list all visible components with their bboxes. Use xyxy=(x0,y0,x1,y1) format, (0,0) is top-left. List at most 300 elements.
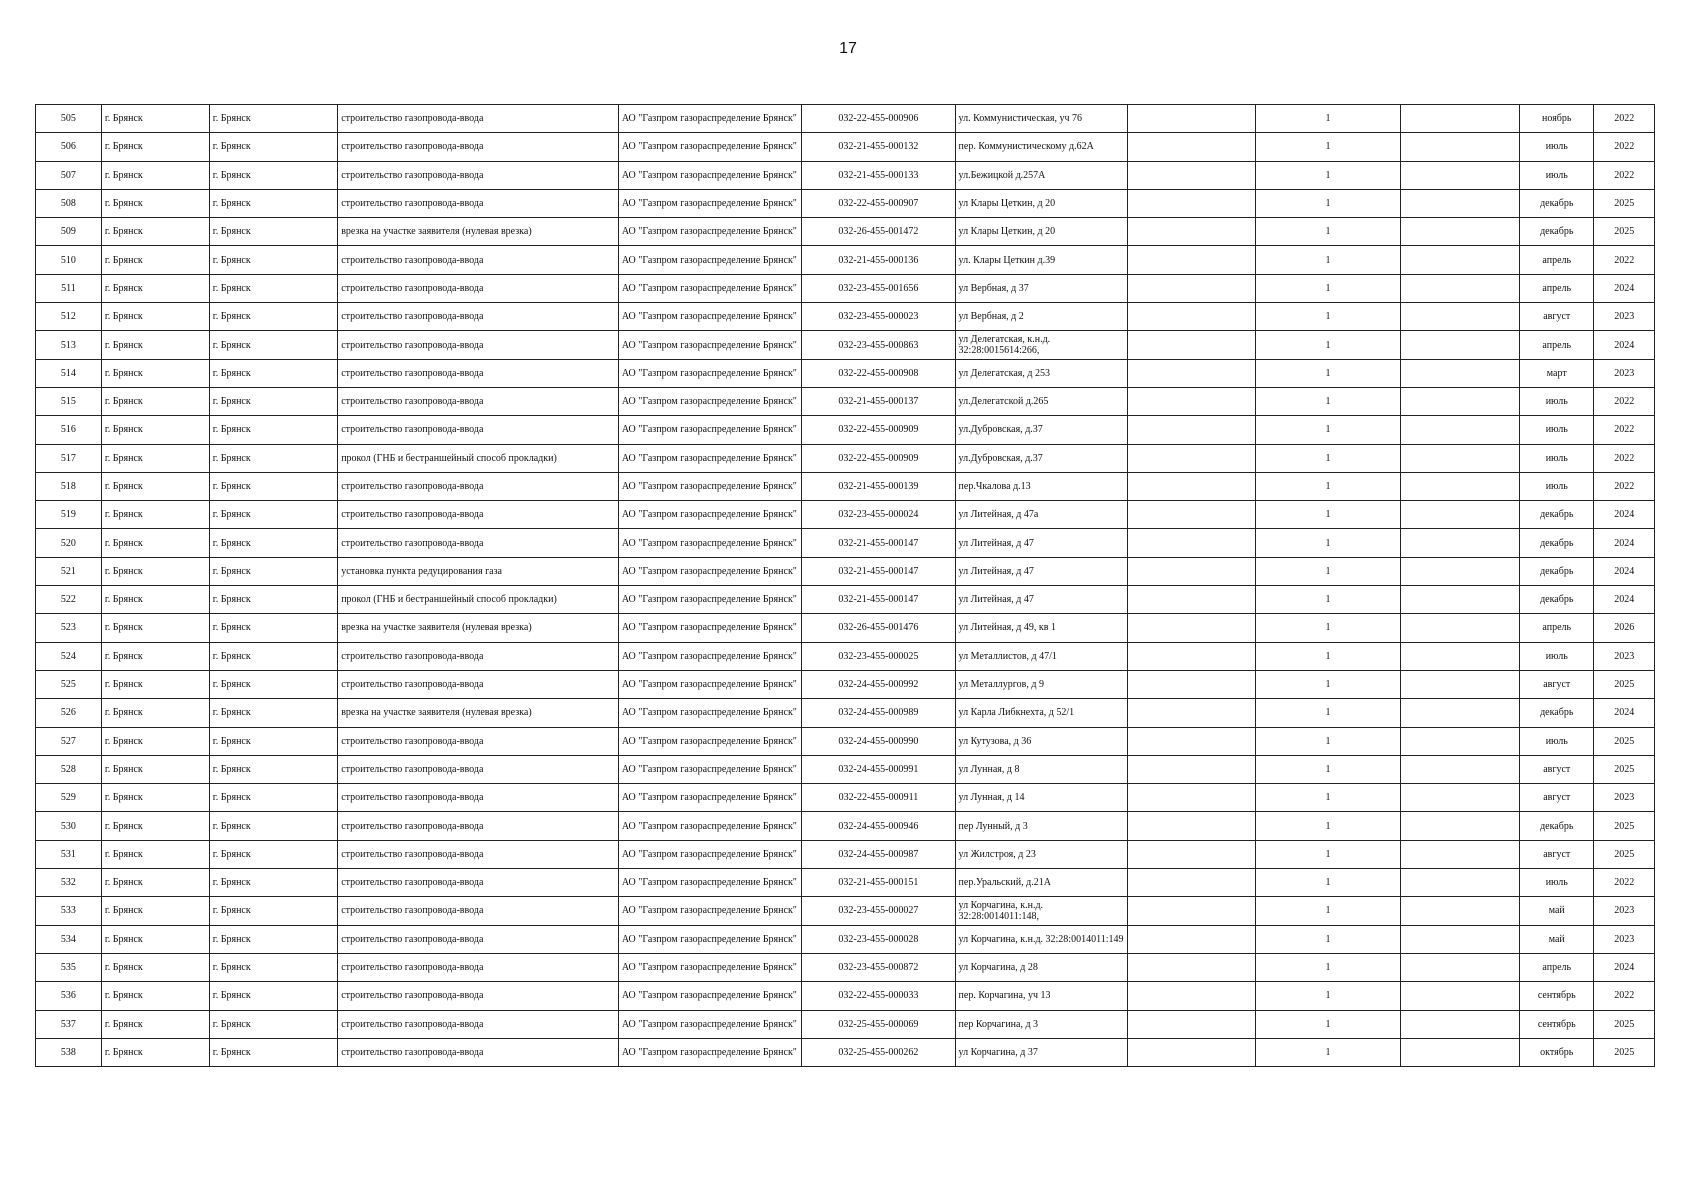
cell-municipality: г. Брянск xyxy=(101,586,209,614)
cell-quantity: 1 xyxy=(1255,472,1401,500)
cell-year: 2023 xyxy=(1594,784,1655,812)
cell-empty-col-2 xyxy=(1401,840,1520,868)
cell-address: ул Карла Либкнехта, д 52/1 xyxy=(955,699,1128,727)
cell-locality: г. Брянск xyxy=(209,982,337,1010)
cell-municipality: г. Брянск xyxy=(101,699,209,727)
cell-empty-col xyxy=(1128,670,1255,698)
cell-month: декабрь xyxy=(1520,501,1594,529)
cell-empty-col-2 xyxy=(1401,953,1520,981)
cell-municipality: г. Брянск xyxy=(101,925,209,953)
table-row xyxy=(36,755,1655,783)
cell-quantity: 1 xyxy=(1255,444,1401,472)
cell-quantity: 1 xyxy=(1255,614,1401,642)
cell-locality: г. Брянск xyxy=(209,755,337,783)
cell-quantity: 1 xyxy=(1255,925,1401,953)
cell-work-type: строительство газопровода-ввода xyxy=(338,812,619,840)
cell-application-number: 032-23-455-000863 xyxy=(802,331,955,359)
cell-quantity: 1 xyxy=(1255,557,1401,585)
cell-municipality: г. Брянск xyxy=(101,755,209,783)
cell-municipality: г. Брянск xyxy=(101,501,209,529)
cell-address: пер.Чкалова д.13 xyxy=(955,472,1128,500)
table-row xyxy=(36,642,1655,670)
cell-municipality: г. Брянск xyxy=(101,784,209,812)
cell-row-number: 538 xyxy=(36,1038,102,1066)
cell-organization: АО "Газпром газораспределение Брянск" xyxy=(618,614,801,642)
cell-empty-col xyxy=(1128,246,1255,274)
cell-month: апрель xyxy=(1520,274,1594,302)
cell-locality: г. Брянск xyxy=(209,387,337,415)
cell-quantity: 1 xyxy=(1255,897,1401,925)
cell-empty-col-2 xyxy=(1401,105,1520,133)
cell-organization: АО "Газпром газораспределение Брянск" xyxy=(618,387,801,415)
cell-application-number: 032-21-455-000133 xyxy=(802,161,955,189)
cell-empty-col-2 xyxy=(1401,925,1520,953)
cell-municipality: г. Брянск xyxy=(101,529,209,557)
cell-locality: г. Брянск xyxy=(209,784,337,812)
cell-application-number: 032-25-455-000069 xyxy=(802,1010,955,1038)
cell-organization: АО "Газпром газораспределение Брянск" xyxy=(618,840,801,868)
cell-year: 2025 xyxy=(1594,840,1655,868)
cell-application-number: 032-22-455-000906 xyxy=(802,105,955,133)
cell-organization: АО "Газпром газораспределение Брянск" xyxy=(618,501,801,529)
cell-work-type: строительство газопровода-ввода xyxy=(338,161,619,189)
cell-month: апрель xyxy=(1520,331,1594,359)
cell-locality: г. Брянск xyxy=(209,727,337,755)
cell-empty-col-2 xyxy=(1401,274,1520,302)
cell-municipality: г. Брянск xyxy=(101,246,209,274)
cell-locality: г. Брянск xyxy=(209,699,337,727)
cell-year: 2022 xyxy=(1594,133,1655,161)
cell-work-type: строительство газопровода-ввода xyxy=(338,303,619,331)
cell-work-type: строительство газопровода-ввода xyxy=(338,953,619,981)
cell-empty-col xyxy=(1128,105,1255,133)
cell-municipality: г. Брянск xyxy=(101,953,209,981)
cell-locality: г. Брянск xyxy=(209,953,337,981)
cell-address: пер. Корчагина, уч 13 xyxy=(955,982,1128,1010)
cell-year: 2022 xyxy=(1594,161,1655,189)
cell-municipality: г. Брянск xyxy=(101,614,209,642)
cell-work-type: прокол (ГНБ и бестраншейный способ прокладки) xyxy=(338,586,619,614)
cell-quantity: 1 xyxy=(1255,869,1401,897)
table-row xyxy=(36,218,1655,246)
cell-row-number: 522 xyxy=(36,586,102,614)
cell-month: сентябрь xyxy=(1520,982,1594,1010)
cell-locality: г. Брянск xyxy=(209,472,337,500)
cell-locality: г. Брянск xyxy=(209,246,337,274)
cell-empty-col-2 xyxy=(1401,557,1520,585)
cell-work-type: врезка на участке заявителя (нулевая врезка) xyxy=(338,614,619,642)
cell-work-type: врезка на участке заявителя (нулевая врезка) xyxy=(338,218,619,246)
table-row xyxy=(36,982,1655,1010)
cell-year: 2025 xyxy=(1594,755,1655,783)
cell-quantity: 1 xyxy=(1255,161,1401,189)
cell-address: ул Литейная, д 47 xyxy=(955,557,1128,585)
table-row xyxy=(36,557,1655,585)
cell-quantity: 1 xyxy=(1255,416,1401,444)
cell-row-number: 537 xyxy=(36,1010,102,1038)
cell-empty-col-2 xyxy=(1401,755,1520,783)
cell-empty-col xyxy=(1128,501,1255,529)
cell-locality: г. Брянск xyxy=(209,670,337,698)
cell-quantity: 1 xyxy=(1255,727,1401,755)
cell-organization: АО "Газпром газораспределение Брянск" xyxy=(618,529,801,557)
table-row xyxy=(36,331,1655,359)
cell-quantity: 1 xyxy=(1255,670,1401,698)
cell-municipality: г. Брянск xyxy=(101,303,209,331)
cell-quantity: 1 xyxy=(1255,501,1401,529)
cell-quantity: 1 xyxy=(1255,1010,1401,1038)
cell-empty-col xyxy=(1128,897,1255,925)
cell-organization: АО "Газпром газораспределение Брянск" xyxy=(618,1038,801,1066)
cell-municipality: г. Брянск xyxy=(101,1010,209,1038)
cell-work-type: строительство газопровода-ввода xyxy=(338,529,619,557)
cell-locality: г. Брянск xyxy=(209,642,337,670)
cell-row-number: 506 xyxy=(36,133,102,161)
cell-row-number: 515 xyxy=(36,387,102,415)
cell-month: апрель xyxy=(1520,246,1594,274)
cell-quantity: 1 xyxy=(1255,699,1401,727)
cell-application-number: 032-26-455-001476 xyxy=(802,614,955,642)
cell-address: ул Литейная, д 47 xyxy=(955,529,1128,557)
table-row xyxy=(36,387,1655,415)
cell-application-number: 032-21-455-000137 xyxy=(802,387,955,415)
cell-municipality: г. Брянск xyxy=(101,727,209,755)
cell-row-number: 525 xyxy=(36,670,102,698)
cell-empty-col xyxy=(1128,727,1255,755)
cell-application-number: 032-24-455-000992 xyxy=(802,670,955,698)
cell-row-number: 521 xyxy=(36,557,102,585)
cell-row-number: 509 xyxy=(36,218,102,246)
cell-empty-col-2 xyxy=(1401,303,1520,331)
cell-quantity: 1 xyxy=(1255,105,1401,133)
cell-empty-col xyxy=(1128,359,1255,387)
cell-row-number: 516 xyxy=(36,416,102,444)
cell-address: ул Корчагина, д 28 xyxy=(955,953,1128,981)
cell-empty-col xyxy=(1128,953,1255,981)
cell-empty-col xyxy=(1128,472,1255,500)
cell-municipality: г. Брянск xyxy=(101,897,209,925)
cell-month: июль xyxy=(1520,133,1594,161)
cell-organization: АО "Газпром газораспределение Брянск" xyxy=(618,274,801,302)
cell-year: 2024 xyxy=(1594,331,1655,359)
cell-row-number: 536 xyxy=(36,982,102,1010)
cell-year: 2022 xyxy=(1594,387,1655,415)
cell-organization: АО "Газпром газораспределение Брянск" xyxy=(618,331,801,359)
cell-year: 2023 xyxy=(1594,359,1655,387)
cell-address: ул Делегатская, д 253 xyxy=(955,359,1128,387)
cell-organization: АО "Газпром газораспределение Брянск" xyxy=(618,812,801,840)
cell-empty-col xyxy=(1128,161,1255,189)
cell-locality: г. Брянск xyxy=(209,812,337,840)
cell-work-type: строительство газопровода-ввода xyxy=(338,727,619,755)
cell-municipality: г. Брянск xyxy=(101,416,209,444)
cell-quantity: 1 xyxy=(1255,755,1401,783)
cell-row-number: 534 xyxy=(36,925,102,953)
cell-application-number: 032-26-455-001472 xyxy=(802,218,955,246)
cell-empty-col-2 xyxy=(1401,246,1520,274)
table-row xyxy=(36,953,1655,981)
cell-address: ул.Дубровская, д.37 xyxy=(955,416,1128,444)
cell-organization: АО "Газпром газораспределение Брянск" xyxy=(618,755,801,783)
cell-year: 2024 xyxy=(1594,501,1655,529)
cell-municipality: г. Брянск xyxy=(101,812,209,840)
table-row xyxy=(36,784,1655,812)
cell-organization: АО "Газпром газораспределение Брянск" xyxy=(618,727,801,755)
cell-work-type: строительство газопровода-ввода xyxy=(338,331,619,359)
cell-address: ул Клары Цеткин, д 20 xyxy=(955,189,1128,217)
cell-organization: АО "Газпром газораспределение Брянск" xyxy=(618,161,801,189)
cell-work-type: строительство газопровода-ввода xyxy=(338,274,619,302)
cell-locality: г. Брянск xyxy=(209,359,337,387)
cell-empty-col-2 xyxy=(1401,699,1520,727)
cell-work-type: строительство газопровода-ввода xyxy=(338,501,619,529)
cell-locality: г. Брянск xyxy=(209,303,337,331)
cell-address: ул Лунная, д 8 xyxy=(955,755,1128,783)
cell-work-type: строительство газопровода-ввода xyxy=(338,1010,619,1038)
cell-empty-col-2 xyxy=(1401,133,1520,161)
cell-application-number: 032-24-455-000989 xyxy=(802,699,955,727)
cell-empty-col xyxy=(1128,1038,1255,1066)
cell-application-number: 032-23-455-000024 xyxy=(802,501,955,529)
table-row xyxy=(36,869,1655,897)
cell-address: пер.Уральский, д.21А xyxy=(955,869,1128,897)
cell-organization: АО "Газпром газораспределение Брянск" xyxy=(618,925,801,953)
cell-empty-col-2 xyxy=(1401,897,1520,925)
cell-organization: АО "Газпром газораспределение Брянск" xyxy=(618,784,801,812)
table-row xyxy=(36,416,1655,444)
cell-year: 2025 xyxy=(1594,189,1655,217)
table-row xyxy=(36,472,1655,500)
cell-locality: г. Брянск xyxy=(209,189,337,217)
cell-application-number: 032-23-455-000027 xyxy=(802,897,955,925)
cell-address: ул Клары Цеткин, д 20 xyxy=(955,218,1128,246)
table-row xyxy=(36,840,1655,868)
cell-municipality: г. Брянск xyxy=(101,444,209,472)
cell-month: декабрь xyxy=(1520,557,1594,585)
cell-work-type: строительство газопровода-ввода xyxy=(338,416,619,444)
cell-municipality: г. Брянск xyxy=(101,472,209,500)
cell-empty-col-2 xyxy=(1401,869,1520,897)
cell-row-number: 528 xyxy=(36,755,102,783)
cell-municipality: г. Брянск xyxy=(101,105,209,133)
cell-application-number: 032-23-455-000025 xyxy=(802,642,955,670)
table-row xyxy=(36,1038,1655,1066)
cell-address: ул Жилстроя, д 23 xyxy=(955,840,1128,868)
cell-quantity: 1 xyxy=(1255,133,1401,161)
cell-work-type: врезка на участке заявителя (нулевая врезка) xyxy=(338,699,619,727)
cell-quantity: 1 xyxy=(1255,642,1401,670)
cell-year: 2022 xyxy=(1594,246,1655,274)
cell-address: ул.Бежицкой д.257А xyxy=(955,161,1128,189)
cell-municipality: г. Брянск xyxy=(101,189,209,217)
cell-locality: г. Брянск xyxy=(209,869,337,897)
cell-year: 2025 xyxy=(1594,670,1655,698)
cell-year: 2023 xyxy=(1594,303,1655,331)
cell-empty-col-2 xyxy=(1401,501,1520,529)
cell-organization: АО "Газпром газораспределение Брянск" xyxy=(618,699,801,727)
cell-address: ул Металлистов, д 47/1 xyxy=(955,642,1128,670)
cell-empty-col-2 xyxy=(1401,387,1520,415)
cell-organization: АО "Газпром газораспределение Брянск" xyxy=(618,133,801,161)
cell-application-number: 032-21-455-000147 xyxy=(802,586,955,614)
cell-month: июль xyxy=(1520,869,1594,897)
cell-address: пер Лунный, д 3 xyxy=(955,812,1128,840)
cell-work-type: строительство газопровода-ввода xyxy=(338,105,619,133)
table-row xyxy=(36,501,1655,529)
cell-locality: г. Брянск xyxy=(209,925,337,953)
cell-empty-col-2 xyxy=(1401,218,1520,246)
cell-locality: г. Брянск xyxy=(209,105,337,133)
cell-quantity: 1 xyxy=(1255,953,1401,981)
table-row xyxy=(36,444,1655,472)
gas-connection-table xyxy=(35,104,1655,1067)
cell-empty-col xyxy=(1128,784,1255,812)
cell-locality: г. Брянск xyxy=(209,218,337,246)
cell-quantity: 1 xyxy=(1255,529,1401,557)
cell-municipality: г. Брянск xyxy=(101,133,209,161)
cell-address: ул Кутузова, д 36 xyxy=(955,727,1128,755)
cell-empty-col xyxy=(1128,133,1255,161)
cell-organization: АО "Газпром газораспределение Брянск" xyxy=(618,586,801,614)
cell-month: июль xyxy=(1520,642,1594,670)
cell-quantity: 1 xyxy=(1255,982,1401,1010)
cell-quantity: 1 xyxy=(1255,246,1401,274)
cell-year: 2023 xyxy=(1594,897,1655,925)
cell-row-number: 524 xyxy=(36,642,102,670)
cell-year: 2025 xyxy=(1594,812,1655,840)
cell-organization: АО "Газпром газораспределение Брянск" xyxy=(618,303,801,331)
cell-year: 2025 xyxy=(1594,727,1655,755)
cell-work-type: строительство газопровода-ввода xyxy=(338,189,619,217)
cell-year: 2025 xyxy=(1594,1010,1655,1038)
cell-empty-col-2 xyxy=(1401,982,1520,1010)
cell-empty-col-2 xyxy=(1401,784,1520,812)
cell-address: ул Литейная, д 47а xyxy=(955,501,1128,529)
cell-work-type: строительство газопровода-ввода xyxy=(338,840,619,868)
cell-empty-col xyxy=(1128,614,1255,642)
cell-organization: АО "Газпром газораспределение Брянск" xyxy=(618,897,801,925)
cell-work-type: строительство газопровода-ввода xyxy=(338,642,619,670)
cell-organization: АО "Газпром газораспределение Брянск" xyxy=(618,472,801,500)
cell-empty-col-2 xyxy=(1401,670,1520,698)
cell-year: 2022 xyxy=(1594,416,1655,444)
cell-empty-col xyxy=(1128,274,1255,302)
cell-empty-col xyxy=(1128,557,1255,585)
cell-empty-col-2 xyxy=(1401,586,1520,614)
cell-empty-col xyxy=(1128,303,1255,331)
cell-year: 2024 xyxy=(1594,529,1655,557)
cell-locality: г. Брянск xyxy=(209,1038,337,1066)
cell-municipality: г. Брянск xyxy=(101,387,209,415)
cell-locality: г. Брянск xyxy=(209,1010,337,1038)
cell-empty-col-2 xyxy=(1401,189,1520,217)
cell-year: 2025 xyxy=(1594,1038,1655,1066)
cell-empty-col-2 xyxy=(1401,472,1520,500)
cell-organization: АО "Газпром газораспределение Брянск" xyxy=(618,953,801,981)
cell-row-number: 507 xyxy=(36,161,102,189)
table-row xyxy=(36,529,1655,557)
cell-locality: г. Брянск xyxy=(209,501,337,529)
cell-locality: г. Брянск xyxy=(209,614,337,642)
cell-month: май xyxy=(1520,925,1594,953)
table-body xyxy=(36,105,1655,1067)
cell-month: май xyxy=(1520,897,1594,925)
cell-address: ул.Дубровская, д.37 xyxy=(955,444,1128,472)
cell-empty-col xyxy=(1128,925,1255,953)
cell-empty-col xyxy=(1128,189,1255,217)
cell-organization: АО "Газпром газораспределение Брянск" xyxy=(618,670,801,698)
cell-application-number: 032-23-455-000028 xyxy=(802,925,955,953)
table-row xyxy=(36,303,1655,331)
cell-application-number: 032-21-455-000139 xyxy=(802,472,955,500)
cell-locality: г. Брянск xyxy=(209,529,337,557)
cell-row-number: 511 xyxy=(36,274,102,302)
table-row xyxy=(36,359,1655,387)
cell-row-number: 523 xyxy=(36,614,102,642)
cell-empty-col xyxy=(1128,982,1255,1010)
table-row xyxy=(36,161,1655,189)
cell-work-type: строительство газопровода-ввода xyxy=(338,1038,619,1066)
cell-empty-col-2 xyxy=(1401,812,1520,840)
cell-month: август xyxy=(1520,755,1594,783)
cell-year: 2026 xyxy=(1594,614,1655,642)
cell-application-number: 032-22-455-000033 xyxy=(802,982,955,1010)
cell-row-number: 526 xyxy=(36,699,102,727)
cell-quantity: 1 xyxy=(1255,359,1401,387)
cell-row-number: 529 xyxy=(36,784,102,812)
cell-row-number: 518 xyxy=(36,472,102,500)
table-row xyxy=(36,274,1655,302)
cell-month: июль xyxy=(1520,161,1594,189)
cell-empty-col-2 xyxy=(1401,727,1520,755)
cell-empty-col-2 xyxy=(1401,529,1520,557)
cell-row-number: 512 xyxy=(36,303,102,331)
cell-empty-col xyxy=(1128,529,1255,557)
cell-address: ул Делегатская, к.н.д. 32:28:0015614:266, xyxy=(955,331,1128,359)
cell-address: ул Корчагина, к.н.д. 32:28:0014011:148, xyxy=(955,897,1128,925)
cell-work-type: строительство газопровода-ввода xyxy=(338,982,619,1010)
cell-organization: АО "Газпром газораспределение Брянск" xyxy=(618,359,801,387)
cell-locality: г. Брянск xyxy=(209,331,337,359)
cell-row-number: 530 xyxy=(36,812,102,840)
cell-work-type: строительство газопровода-ввода xyxy=(338,755,619,783)
cell-application-number: 032-22-455-000909 xyxy=(802,416,955,444)
cell-municipality: г. Брянск xyxy=(101,1038,209,1066)
cell-application-number: 032-23-455-001656 xyxy=(802,274,955,302)
cell-locality: г. Брянск xyxy=(209,444,337,472)
cell-address: ул Металлургов, д 9 xyxy=(955,670,1128,698)
cell-address: ул Литейная, д 47 xyxy=(955,586,1128,614)
cell-application-number: 032-21-455-000151 xyxy=(802,869,955,897)
table-row xyxy=(36,246,1655,274)
cell-municipality: г. Брянск xyxy=(101,331,209,359)
cell-locality: г. Брянск xyxy=(209,274,337,302)
cell-empty-col xyxy=(1128,416,1255,444)
cell-empty-col-2 xyxy=(1401,331,1520,359)
page-number: 17 xyxy=(839,40,857,57)
cell-application-number: 032-23-455-000023 xyxy=(802,303,955,331)
cell-municipality: г. Брянск xyxy=(101,670,209,698)
cell-locality: г. Брянск xyxy=(209,586,337,614)
cell-quantity: 1 xyxy=(1255,784,1401,812)
cell-organization: АО "Газпром газораспределение Брянск" xyxy=(618,982,801,1010)
cell-year: 2024 xyxy=(1594,953,1655,981)
cell-month: октябрь xyxy=(1520,1038,1594,1066)
cell-work-type: строительство газопровода-ввода xyxy=(338,472,619,500)
cell-year: 2023 xyxy=(1594,642,1655,670)
table-row xyxy=(36,897,1655,925)
cell-month: июль xyxy=(1520,387,1594,415)
